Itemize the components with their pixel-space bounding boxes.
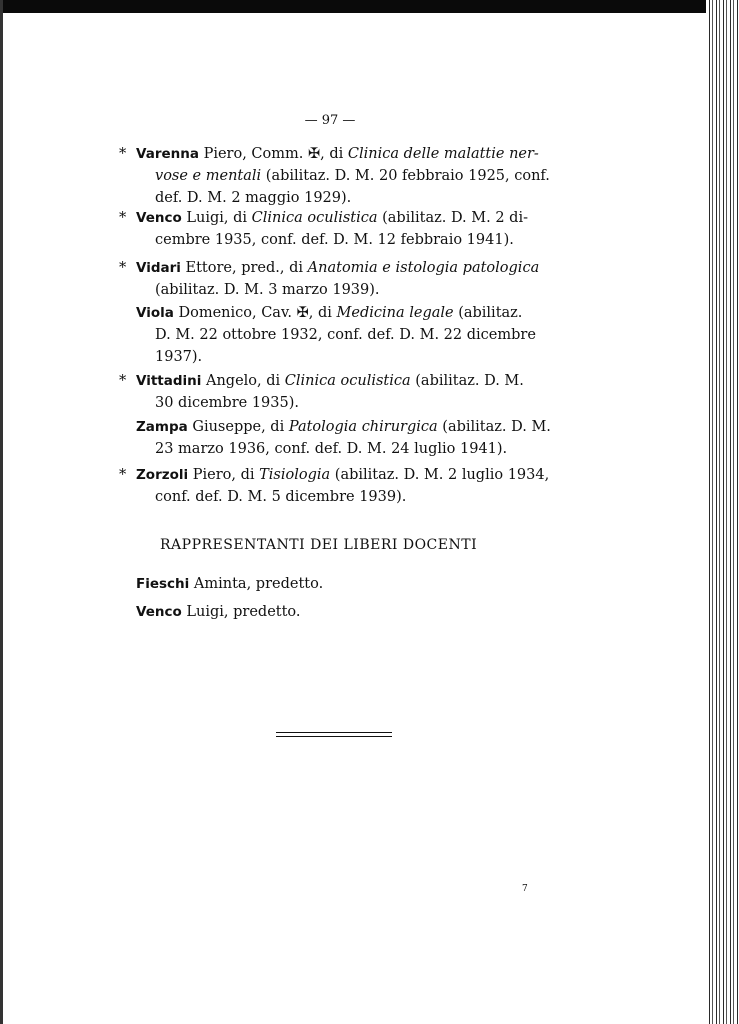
asterisk-marker: * [119,373,127,389]
entry-subject: Anatomia e istologia patologica [307,260,540,276]
entry-name: Venco [136,210,182,226]
entry-subject: Clinica oculistica [251,210,378,226]
entry-line [136,143,550,165]
entry-text: (abilitaz. D. M. [410,373,524,389]
entry-text: (abilitaz. D. M. 2 luglio 1934, [330,467,550,483]
entry-subject: Clinica delle malattie ner- [347,146,539,162]
entry-venco [119,207,528,251]
entry-text: Luigi, di [181,210,252,226]
book-spine-edge [706,0,739,1024]
page-number: — 97 — [304,113,356,128]
entry-viola [136,302,536,368]
entry-line: conf. def. D. M. 5 dicembre 1939). [155,489,407,505]
asterisk-marker: * [119,467,127,483]
entry-text: Angelo, di [201,373,285,389]
entry-line: def. D. M. 2 maggio 1929). [155,190,352,206]
entry-line [136,573,323,595]
entry-name: Vittadini [136,373,202,389]
entry-subject: Clinica oculistica [284,373,411,389]
entry-name: Venco [136,604,182,620]
entry-line: 1937). [155,349,203,365]
entry-text: Giuseppe, di [187,419,289,435]
section-title: RAPPRESENTANTI DEI LIBERI DOCENTI [160,537,478,553]
entry-text: Domenico, Cav. ✠, di [173,305,337,321]
entry-name: Viola [136,305,174,321]
entry-name: Zorzoli [136,467,189,483]
entry-line [136,416,551,438]
entry-line [136,302,536,324]
scan-left-edge [0,0,3,1024]
entry-line [136,165,550,187]
representative-fieschi [136,573,323,595]
entry-name: Zampa [136,419,188,435]
entry-line: cembre 1935, conf. def. D. M. 12 febbraio 1941). [155,232,514,248]
entry-text: Piero, di [188,467,260,483]
asterisk-marker: * [119,146,127,162]
entry-name: Vidari [136,260,181,276]
entry-zampa [136,416,551,460]
entry-text: (abilitaz. D. M. 2 di- [377,210,528,226]
entry-vittadini [119,370,524,414]
entry-varenna [119,143,550,209]
entry-text: Piero, Comm. ✠, di [198,146,348,162]
entry-line: 30 dicembre 1935). [155,395,300,411]
entry-text: (abilitaz. [453,305,523,321]
entry-zorzoli [119,464,550,508]
entry-vidari [119,257,540,301]
entry-line [136,370,524,392]
entry-text: (abilitaz. D. M. [437,419,551,435]
entry-text: (abilitaz. D. M. 20 febbraio 1925, conf. [261,168,550,184]
entry-subject: Medicina legale [336,305,454,321]
signature-mark: 7 [522,884,528,894]
entry-line [136,464,549,486]
closing-double-rule [276,732,392,737]
entry-line [136,601,301,623]
scan-top-edge [0,0,739,13]
entry-text: Ettore, pred., di [180,260,308,276]
representative-venco [136,601,301,623]
asterisk-marker: * [119,210,127,226]
entry-name: Fieschi [136,576,190,592]
entry-text: Aminta, predetto. [189,576,324,592]
asterisk-marker: * [119,260,127,276]
entry-line: (abilitaz. D. M. 3 marzo 1939). [155,282,380,298]
entry-subject: Patologia chirurgica [288,419,438,435]
entry-line [136,207,528,229]
entry-subject: Tisiologia [259,467,331,483]
entry-subject: vose e mentali [155,168,262,184]
entry-text: Luigi, predetto. [181,604,301,620]
entry-name: Varenna [136,146,199,162]
entry-line: D. M. 22 ottobre 1932, conf. def. D. M. 22 dicembre [155,327,536,343]
entry-line: 23 marzo 1936, conf. def. D. M. 24 luglio 1941). [155,441,508,457]
entry-line [136,257,539,279]
